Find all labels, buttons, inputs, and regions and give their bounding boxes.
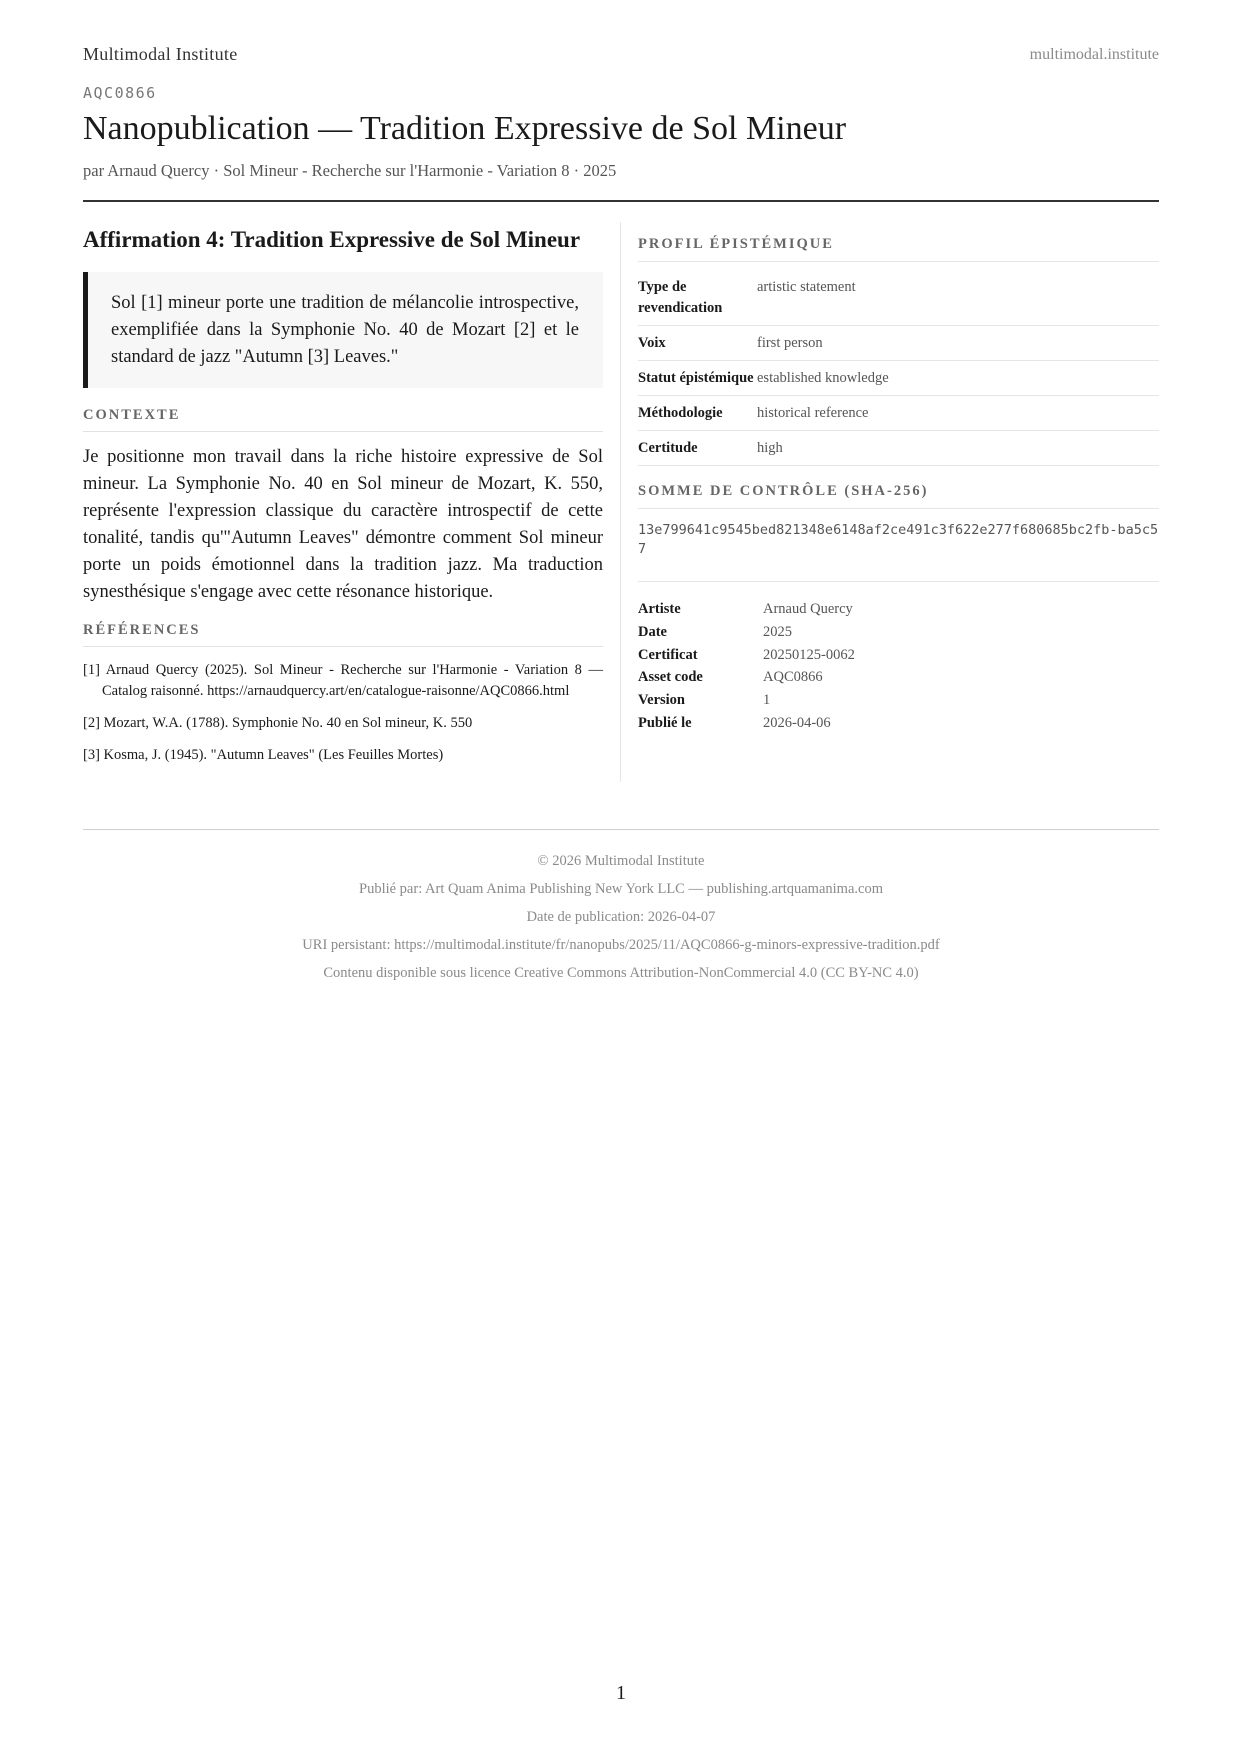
profile-value: historical reference <box>757 405 869 421</box>
meta-value: 20250125-0062 <box>763 646 855 663</box>
footer-copyright: © 2026 Multimodal Institute <box>537 853 705 869</box>
references-label: RÉFÉRENCES <box>83 622 603 647</box>
profile-row <box>638 431 1159 466</box>
footer-divider <box>83 829 1159 830</box>
profile-key: Type de revendication <box>638 279 723 316</box>
meta-key: Artiste <box>638 601 681 617</box>
profile-value: high <box>757 440 783 456</box>
meta-row <box>638 644 1159 667</box>
asset-code: AQC0866 <box>83 84 157 102</box>
claim-heading: Affirmation 4: Tradition Expressive de Sol Mineur <box>83 227 581 252</box>
meta-row <box>638 712 1159 735</box>
institute-domain: multimodal.institute <box>1029 46 1159 63</box>
context-text: Je positionne mon travail dans la riche histoire expressive de Sol mineur. La Symphonie No. 40 en Sol mineur de Mozart, K. 550, représente l'expression classique du caractère introspectif de cette tonalité, tandis qu'"Autumn Leaves" démontre comment Sol mineur porte un poids émotionnel dans la tradition jazz. Ma traduction synesthésique s'engage avec cette résonance historique. <box>83 447 603 602</box>
profile-key: Statut épistémique <box>638 370 754 386</box>
profile-row <box>638 396 1159 431</box>
asset-metadata-table <box>638 598 1159 735</box>
meta-row <box>638 621 1159 644</box>
footer-publisher: Publié par: Art Quam Anima Publishing New York LLC — publishing.artquamanima.com <box>359 881 883 897</box>
reference-item: [1] Arnaud Quercy (2025). Sol Mineur - Recherche sur l'Harmonie - Variation 8 — Catalog raisonné. https://arnaudquercy.art/en/catalogue-raisonne/AQC0866.html <box>83 662 603 699</box>
claim-statement: Sol [1] mineur porte une tradition de mélancolie introspective, exemplifiée dans la Symphonie No. 40 de Mozart [2] et le standard de jazz "Autumn [3] Leaves." <box>83 272 603 388</box>
footer-license: Contenu disponible sous licence Creative Commons Attribution-NonCommercial 4.0 (CC BY-NC 4.0) <box>323 965 919 981</box>
column-divider <box>620 222 621 782</box>
meta-value: Arnaud Quercy <box>763 601 853 617</box>
meta-value: 2026-04-06 <box>763 714 831 731</box>
reference-list <box>83 660 603 766</box>
meta-row <box>638 689 1159 712</box>
footer-persistent-uri: URI persistant: https://multimodal.institute/fr/nanopubs/2025/11/AQC0866-g-minors-expressive-tradition.pdf <box>302 937 940 953</box>
profile-row <box>638 270 1159 326</box>
institute-name: Multimodal Institute <box>83 44 238 64</box>
context-label: CONTEXTE <box>83 407 603 432</box>
checksum-label: SOMME DE CONTRÔLE (SHA-256) <box>638 483 1159 509</box>
meta-key: Asset code <box>638 669 703 686</box>
meta-value: 1 <box>763 692 771 709</box>
profile-row <box>638 361 1159 396</box>
checksum-value: 13e799641c9545bed821348e6148af2ce491c3f622e277f680685bc2fb-ba5c57 <box>638 521 1159 582</box>
profile-value: first person <box>757 335 823 351</box>
metadata-column <box>638 236 1159 735</box>
epistemic-profile-table <box>638 270 1159 466</box>
meta-key: Publié le <box>638 714 692 731</box>
profile-value: established knowledge <box>757 370 889 386</box>
meta-value: 2025 <box>763 623 792 640</box>
title-divider <box>83 200 1159 202</box>
claim-column <box>83 222 603 777</box>
byline: par Arnaud Quercy · Sol Mineur - Recherche sur l'Harmonie - Variation 8 · 2025 <box>83 161 617 180</box>
page-title: Nanopublication — Tradition Expressive de Sol Mineur <box>83 110 847 147</box>
meta-row <box>638 598 1159 621</box>
meta-key: Date <box>638 623 667 640</box>
page-number: 1 <box>616 1682 626 1704</box>
epistemic-profile-label: PROFIL ÉPISTÉMIQUE <box>638 236 1159 262</box>
top-bar <box>83 44 1159 68</box>
profile-row <box>638 326 1159 361</box>
reference-item: [2] Mozart, W.A. (1788). Symphonie No. 40 en Sol mineur, K. 550 <box>83 715 473 731</box>
meta-key: Version <box>638 692 685 709</box>
profile-key: Certitude <box>638 440 698 456</box>
meta-key: Certificat <box>638 646 698 663</box>
meta-row <box>638 666 1159 689</box>
meta-value: AQC0866 <box>763 669 823 686</box>
footer-publication-date: Date de publication: 2026-04-07 <box>526 909 716 925</box>
document-page <box>83 0 1159 1754</box>
profile-key: Méthodologie <box>638 405 723 421</box>
profile-value: artistic statement <box>757 279 856 295</box>
profile-key: Voix <box>638 335 666 351</box>
footer <box>83 847 1159 987</box>
reference-item: [3] Kosma, J. (1945). "Autumn Leaves" (Les Feuilles Mortes) <box>83 747 444 763</box>
